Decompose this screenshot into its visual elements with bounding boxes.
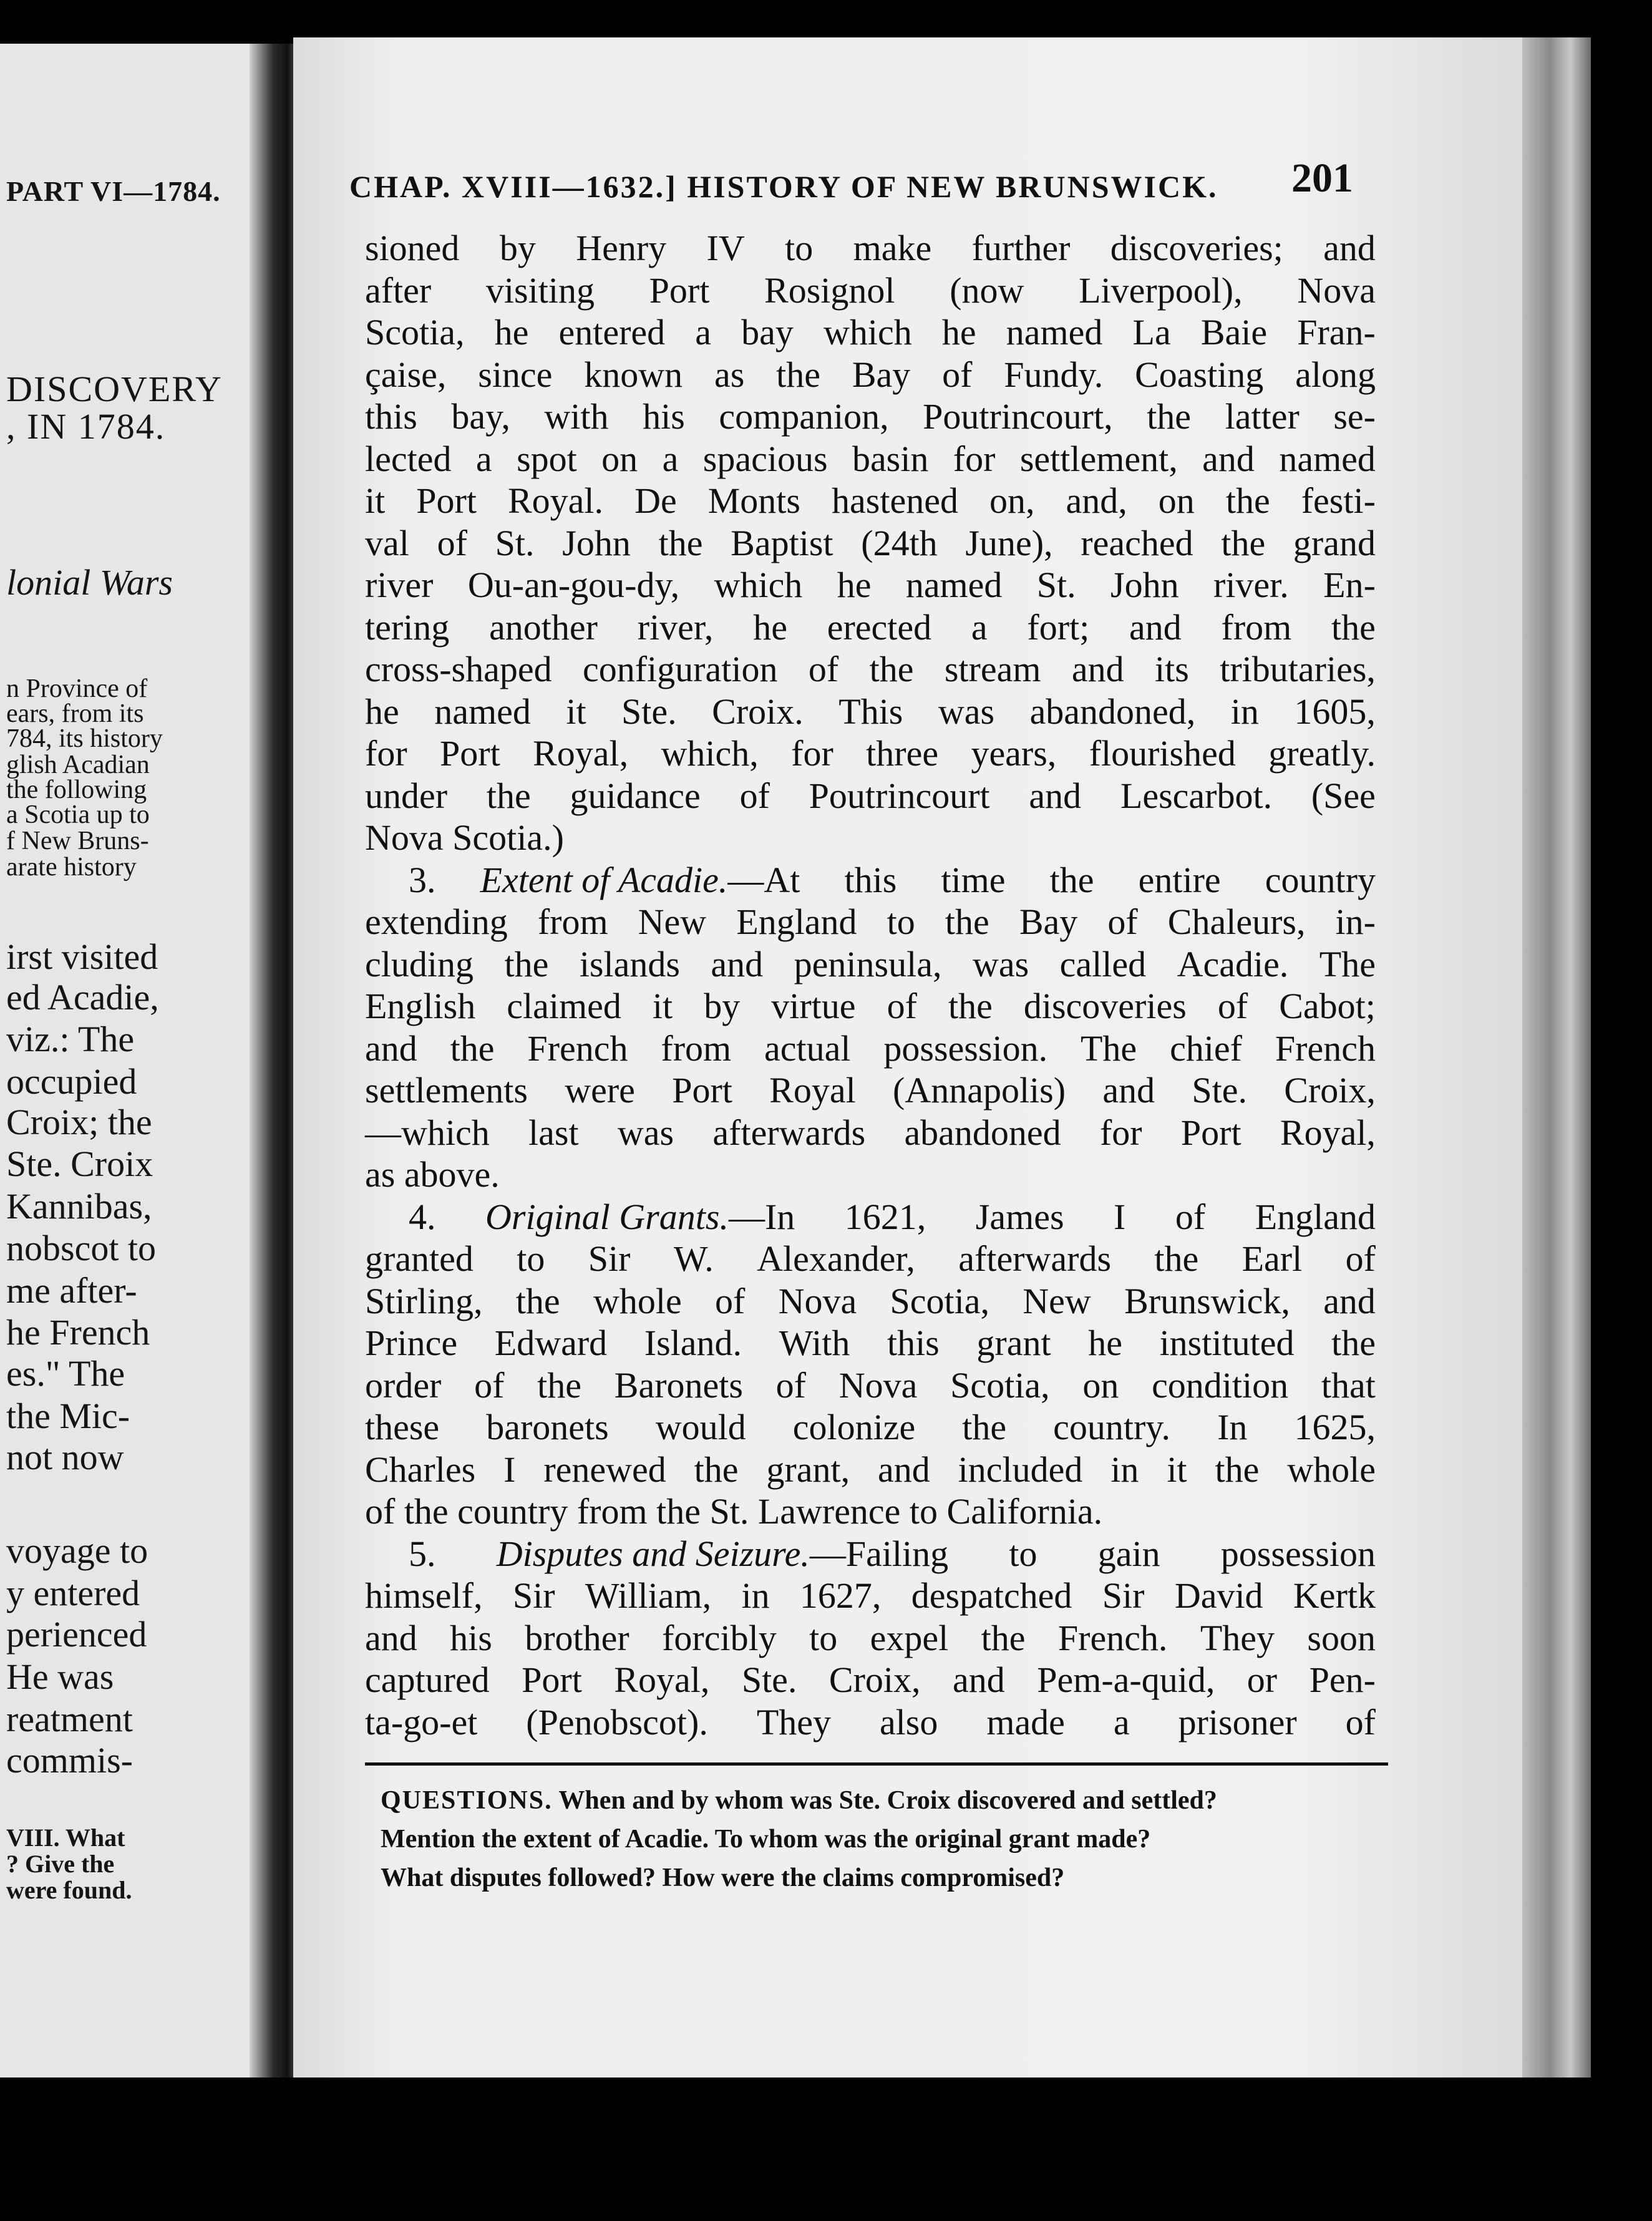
para5-line: ta-go-et (Penobscot). They also made a prisoner of	[365, 1701, 1376, 1742]
questions-line-3: What disputes followed? How were the claims compromised?	[381, 1864, 1065, 1892]
text-line: Nova Scotia.)	[365, 817, 564, 858]
para4-line: Charles I renewed the grant, and included in it the whole	[365, 1449, 1376, 1490]
left-page-fragment: the following	[6, 775, 147, 804]
left-page-fragment: Kannibas,	[6, 1186, 152, 1227]
text-line: river Ou-an-gou-dy, which he named St. John river. En-	[365, 565, 1376, 605]
running-head: CHAP. XVIII—1632.] HISTORY OF NEW BRUNSWICK.	[349, 169, 1218, 204]
left-page-fragment: f New Bruns-	[6, 827, 149, 855]
para5-line: captured Port Royal, Ste. Croix, and Pem-a-quid, or Pen-	[365, 1660, 1376, 1700]
left-page-fragment: viz.: The	[6, 1019, 135, 1059]
para4-line: these baronets would colonize the country. In 1625,	[365, 1407, 1376, 1447]
left-page-fragment: he French	[6, 1312, 150, 1353]
questions-label: QUESTIONS.	[381, 1786, 553, 1815]
para3-number: 3.	[409, 859, 436, 900]
left-page-fragment: ? Give the	[6, 1850, 115, 1878]
left-page-fragment: Ste. Croix	[6, 1144, 153, 1184]
left-page-fragment: 784, its history	[6, 724, 163, 753]
left-page-fragment: VIII. What	[6, 1824, 125, 1852]
text-line: sioned by Henry IV to make further discoveries; and	[365, 228, 1376, 268]
para4-line: of the country from the St. Lawrence to California.	[365, 1491, 1103, 1532]
para5-title: Disputes and Seizure.	[496, 1533, 810, 1574]
text-line: lected a spot on a spacious basin for settlement, and named	[365, 438, 1376, 479]
left-page-fragment: me after-	[6, 1270, 137, 1311]
para5-line: himself, Sir William, in 1627, despatched Sir David Kertk	[365, 1575, 1376, 1616]
para4-line: granted to Sir W. Alexander, afterwards the Earl of	[365, 1238, 1376, 1279]
left-page-fragment: were found.	[6, 1876, 132, 1904]
left-page-fragment: commis-	[6, 1740, 133, 1781]
text-line: Scotia, he entered a bay which he named La Baie Fran-	[365, 312, 1376, 352]
left-page-fragment: n Province of	[6, 674, 148, 703]
para4-line: Stirling, the whole of Nova Scotia, New Brunswick, and	[365, 1280, 1376, 1321]
para5-line: and his brother forcibly to expel the French. They soon	[365, 1617, 1376, 1658]
page-edge	[1522, 37, 1591, 2084]
para4-line: order of the Baronets of Nova Scotia, on condition that	[365, 1364, 1376, 1406]
para3-line: English claimed it by virtue of the discoveries of Cabot;	[365, 986, 1376, 1026]
text-line: he named it Ste. Croix. This was abandoned, in 1605,	[365, 691, 1376, 732]
left-page-fragment: Croix; the	[6, 1102, 152, 1142]
para3-title: Extent of Acadie.	[480, 859, 728, 900]
questions-line-2: Mention the extent of Acadie. To whom was the original grant made?	[381, 1825, 1151, 1854]
left-page-fragment: DISCOVERY	[6, 369, 223, 409]
para4-heading: 4. Original Grants.—In 1621, James I of England	[409, 1196, 1376, 1237]
text-line: çaise, since known as the Bay of Fundy. Coasting along	[365, 354, 1376, 395]
left-page-fragment: lonial Wars	[6, 562, 173, 603]
para4-title: Original Grants.	[485, 1196, 729, 1237]
left-page-fragment: voyage to	[6, 1530, 148, 1571]
questions-line-1	[381, 1781, 1385, 1820]
para4-number: 4.	[409, 1196, 436, 1237]
left-page-fragment: ears, from its	[6, 699, 144, 728]
scan-border-right	[1591, 0, 1652, 2221]
para3-line: cluding the islands and peninsula, was called Acadie. The	[365, 943, 1376, 984]
para4-line: Prince Edward Island. With this grant he instituted the	[365, 1323, 1376, 1363]
para3-line: settlements were Port Royal (Annapolis) and Ste. Croix,	[365, 1070, 1376, 1110]
left-page-fragment: the Mic-	[6, 1396, 130, 1436]
left-page-fragment: , IN 1784.	[6, 406, 166, 447]
left-page-fragment: ed Acadie,	[6, 977, 159, 1018]
page-number: 201	[1291, 155, 1353, 201]
footnote-rule	[365, 1762, 1388, 1766]
left-page-fragment: occupied	[6, 1061, 137, 1102]
para3-heading: 3. Extent of Acadie.—At this time the entire country	[409, 859, 1376, 900]
text-line: it Port Royal. De Monts hastened on, and, on the festi-	[365, 480, 1376, 521]
text-line: tering another river, he erected a fort; and from the	[365, 606, 1376, 648]
left-page	[0, 44, 268, 2084]
para3-line: extending from New England to the Bay of Chaleurs, in-	[365, 902, 1376, 942]
text-line: cross-shaped configuration of the stream and its tributaries,	[365, 649, 1376, 689]
left-page-fragment: a Scotia up to	[6, 800, 150, 829]
left-page-fragment: nobscot to	[6, 1228, 157, 1268]
left-running-head: PART VI—1784.	[6, 175, 221, 207]
scan-border-bottom	[0, 2078, 1652, 2221]
left-page-fragment: perienced	[6, 1614, 147, 1655]
left-page-fragment: He was	[6, 1656, 114, 1697]
left-page-fragment: irst visited	[6, 936, 158, 977]
para3-line: —which last was afterwards abandoned for Port Royal,	[365, 1112, 1376, 1153]
left-page-fragment: glish Acadian	[6, 751, 150, 779]
para3-line: and the French from actual possession. The chief French	[365, 1028, 1376, 1069]
para5-number: 5.	[409, 1533, 436, 1574]
text-line: val of St. John the Baptist (24th June), reached the grand	[365, 522, 1376, 563]
left-page-fragment: y entered	[6, 1573, 140, 1613]
left-page-fragment: reatment	[6, 1699, 133, 1739]
text-line: for Port Royal, which, for three years, flourished greatly.	[365, 733, 1376, 774]
para3-line: as above.	[365, 1154, 500, 1195]
text-line: under the guidance of Poutrincourt and Lescarbot. (See	[365, 775, 1376, 816]
text-line: this bay, with his companion, Poutrincourt, the latter se-	[365, 396, 1376, 437]
left-page-fragment: arate history	[6, 853, 137, 882]
questions-text-1: When and by whom was Ste. Croix discovered and settled?	[558, 1786, 1217, 1815]
left-page-fragment: not now	[6, 1437, 124, 1477]
text-line: after visiting Port Rosignol (now Liverpool), Nova	[365, 270, 1376, 311]
para5-heading: 5. Disputes and Seizure.—Failing to gain possession	[409, 1533, 1376, 1574]
left-page-fragment: es." The	[6, 1353, 125, 1394]
